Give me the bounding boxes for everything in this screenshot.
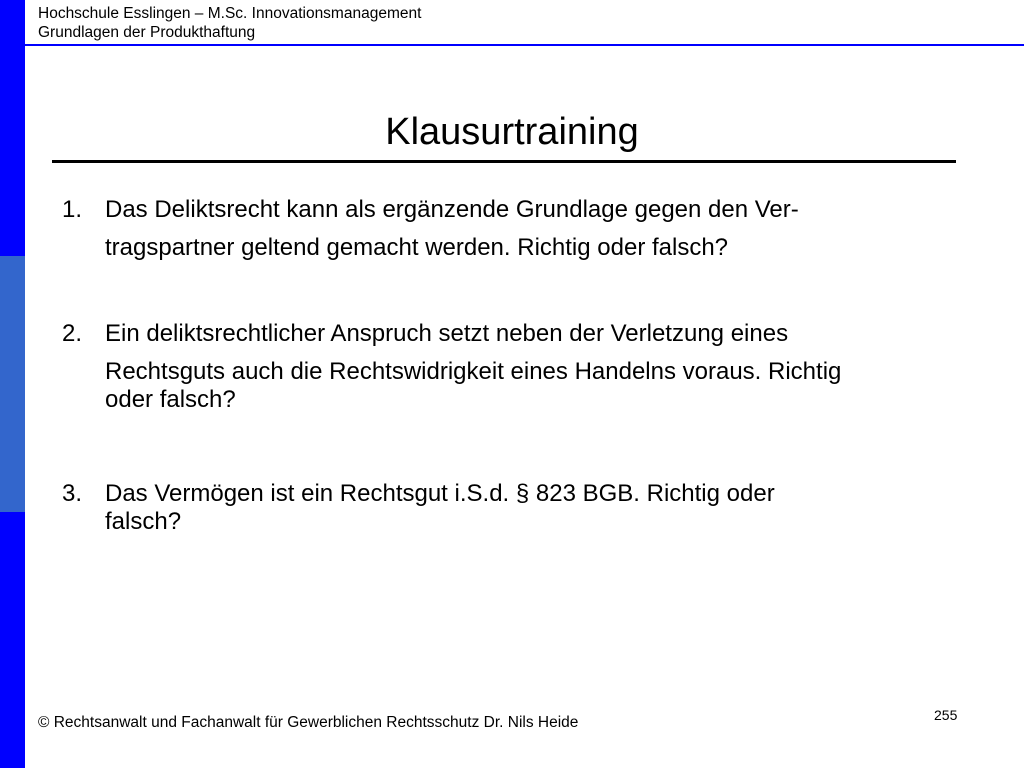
question-text-line: Ein deliktsrechtlicher Anspruch setzt neben der Verletzung eines	[105, 320, 789, 347]
header-course: Grundlagen der Produkthaftung	[38, 24, 256, 41]
question-text-line: falsch?	[105, 508, 182, 535]
question-item	[62, 320, 1024, 414]
page-number: 255	[934, 707, 958, 723]
side-bar-segment-bottom	[0, 512, 25, 768]
slide-header	[38, 4, 421, 42]
question-number: 2.	[62, 320, 83, 347]
header-divider	[25, 44, 1024, 46]
question-text-line: oder falsch?	[105, 386, 236, 413]
header-institution: Hochschule Esslingen – M.Sc. Innovationsmanagement	[38, 5, 422, 22]
copyright-footer: © Rechtsanwalt und Fachanwalt für Gewerblichen Rechtsschutz Dr. Nils Heide	[38, 714, 579, 731]
question-number: 1.	[62, 196, 83, 223]
question-number: 3.	[62, 480, 83, 507]
question-item	[62, 196, 1024, 262]
title-underline	[52, 160, 956, 163]
page-title: Klausurtraining	[385, 111, 639, 153]
question-text-line: Rechtsguts auch die Rechtswidrigkeit eines Handelns voraus. Richtig	[105, 358, 842, 385]
question-text-line: tragspartner geltend gemacht werden. Richtig oder falsch?	[105, 234, 729, 261]
question-item	[62, 480, 1024, 536]
question-text-line: Das Vermögen ist ein Rechtsgut i.S.d. § 823 BGB. Richtig oder	[105, 480, 775, 507]
side-bar-segment-middle	[0, 256, 25, 512]
question-text-line: Das Deliktsrecht kann als ergänzende Grundlage gegen den Ver-	[105, 196, 799, 223]
